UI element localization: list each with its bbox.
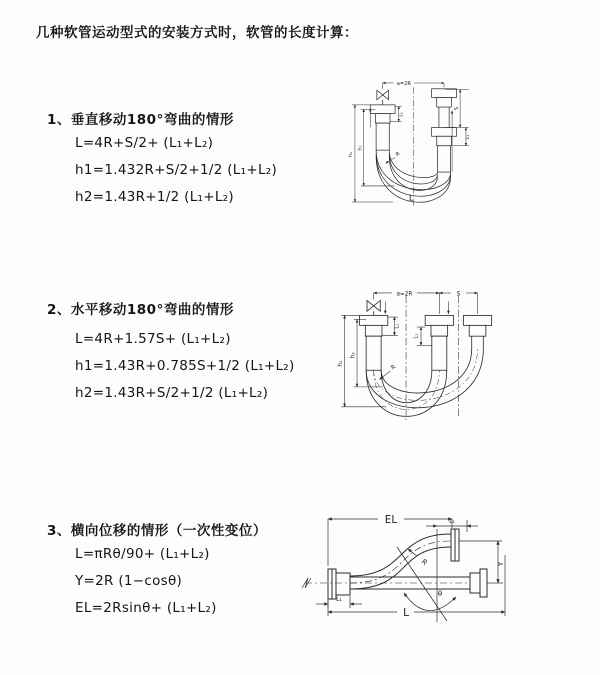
formula-line: L=πRθ/90+ (L₁+L₂) (75, 546, 210, 562)
formula-line: h2=1.43R+S/2+1/2 (L₁+L₂) (75, 385, 269, 401)
dim-label-l1: L₁ (399, 112, 405, 117)
dim-label-h1: h₁ (338, 360, 345, 367)
dimension-el (328, 514, 452, 566)
formula-line: L=4R+S/2+ (L₁+L₂) (75, 135, 214, 151)
dim-label-l1: L₁ (413, 333, 420, 339)
dim-label-s: S (453, 106, 460, 111)
dim-label-h2: h₂ (350, 352, 357, 359)
formula-line: h1=1.432R+S/2+1/2 (L₁+L₂) (75, 162, 278, 178)
diagram-vertical-180-bend (315, 72, 530, 267)
dim-label-l1: L₁ (449, 518, 455, 525)
hose-u-bends (366, 349, 483, 417)
radius-label (386, 151, 402, 164)
dim-label-l: L (403, 607, 409, 619)
dimension-a2r (374, 291, 440, 313)
right-flange-fitting (470, 569, 487, 597)
dim-label-a2r: a=2R (396, 81, 411, 88)
dimension-l1-bottom (316, 596, 362, 608)
right-flange-fitting (432, 89, 457, 172)
dim-label-l1: L₁ (336, 596, 342, 603)
dim-label-a2r: a=2R (396, 291, 413, 298)
formula-line: h2=1.43R+1/2 (L₁+L₂) (75, 189, 234, 205)
left-flange-fitting (328, 569, 350, 599)
formula-line: Y=2R (1−cosθ) (75, 573, 183, 589)
dim-label-h2: h₂ (357, 145, 364, 151)
formula-line: h1=1.43R+0.785S+1/2 (L₁+L₂) (75, 358, 295, 374)
valve-icon (377, 90, 389, 105)
dim-label-h1: h₁ (348, 151, 355, 158)
section-3-heading: 3、横向位移的情形（一次性变位） (47, 523, 267, 539)
dim-label-y: Y (497, 561, 505, 567)
dim-label-r: R (390, 364, 398, 372)
dim-label-l1: L₁ (465, 134, 471, 140)
section-1-heading: 1、垂直移动180°弯曲的情形 (47, 112, 234, 128)
diagram-lateral-displacement (296, 498, 561, 648)
page-title: 几种软管运动型式的安装方式时，软管的长度计算： (36, 25, 358, 41)
radius-label (379, 364, 397, 379)
dim-label-theta: θ (437, 590, 443, 598)
valve-icon (367, 300, 380, 315)
dimension-l1-mid (414, 327, 432, 345)
right-flange-fitting (463, 315, 491, 348)
top-right-flange (451, 529, 459, 561)
reference-arrows (385, 301, 448, 313)
dim-label-r: R (394, 151, 402, 158)
dim-label-r: R (419, 557, 429, 568)
diagram-horizontal-180-bend (313, 283, 598, 455)
middle-flange-fitting (425, 315, 453, 370)
dim-label-el: EL (384, 514, 398, 526)
formula-line: L=4R+1.57S+ (L₁+L₂) (75, 331, 231, 347)
dimension-y (487, 541, 505, 583)
left-flange-fitting (360, 315, 388, 370)
dim-label-l1: L₁ (394, 323, 401, 329)
dim-label-s: S (456, 291, 461, 298)
formula-line: EL=2Rsinθ+ (L₁+L₂) (75, 600, 217, 616)
left-flange-fitting (370, 105, 395, 150)
dim-label-l-total: L (409, 193, 414, 203)
section-2-heading: 2、水平移动180°弯曲的情形 (47, 302, 234, 318)
